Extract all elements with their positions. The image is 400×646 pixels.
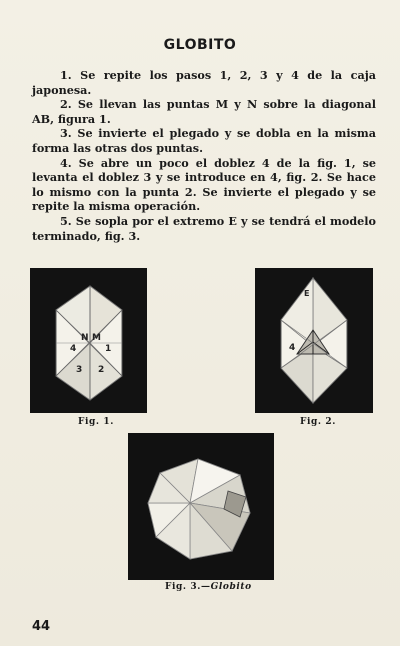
fig1-label-n: N: [81, 333, 89, 343]
step-5: 5. Se sopla por el extremo E y se tendrá el modelo terminado, fig. 3.: [32, 213, 376, 243]
step-2: 2. Se llevan las puntas M y N sobre la diagonal AB, figura 1.: [32, 97, 376, 126]
page-title: GLOBITO: [163, 37, 237, 53]
step-3: 3. Se invierte el plegado y se dobla en la misma forma las otras dos puntas.: [32, 126, 376, 155]
fig1-label-1: 1: [105, 344, 112, 354]
fig1-label-m: M: [92, 333, 101, 343]
figure-2-photo: [255, 268, 373, 413]
fig2-label-4: 4: [289, 343, 296, 353]
figure-1-caption: Fig. 1.: [78, 417, 114, 427]
figure-3-caption: [165, 582, 252, 592]
figure-3-caption-prefix: Fig. 3.—: [165, 582, 211, 592]
fig1-label-4: 4: [70, 344, 77, 354]
figure-3-photo: [128, 433, 274, 580]
figure-2-caption: Fig. 2.: [300, 417, 336, 427]
step-4: 4. Se abre un poco el doblez 4 de la fig. 1, se levanta el doblez 3 y se introduce en 4, fig. 2. Se hace lo mismo con la punta 2. Se invierte el plegado y se repite la misma operación.: [32, 155, 376, 214]
figure-1-photo: [30, 268, 147, 413]
page-number: 44: [32, 619, 51, 634]
step-1: 1. Se repite los pasos 1, 2, 3 y 4 de la caja japonesa.: [32, 68, 376, 97]
fig2-label-e: E: [304, 289, 310, 298]
instructions: [32, 68, 376, 243]
figure-3-caption-name: Globito: [210, 582, 252, 592]
fig1-label-3: 3: [76, 365, 83, 375]
fig1-label-2: 2: [98, 365, 105, 375]
